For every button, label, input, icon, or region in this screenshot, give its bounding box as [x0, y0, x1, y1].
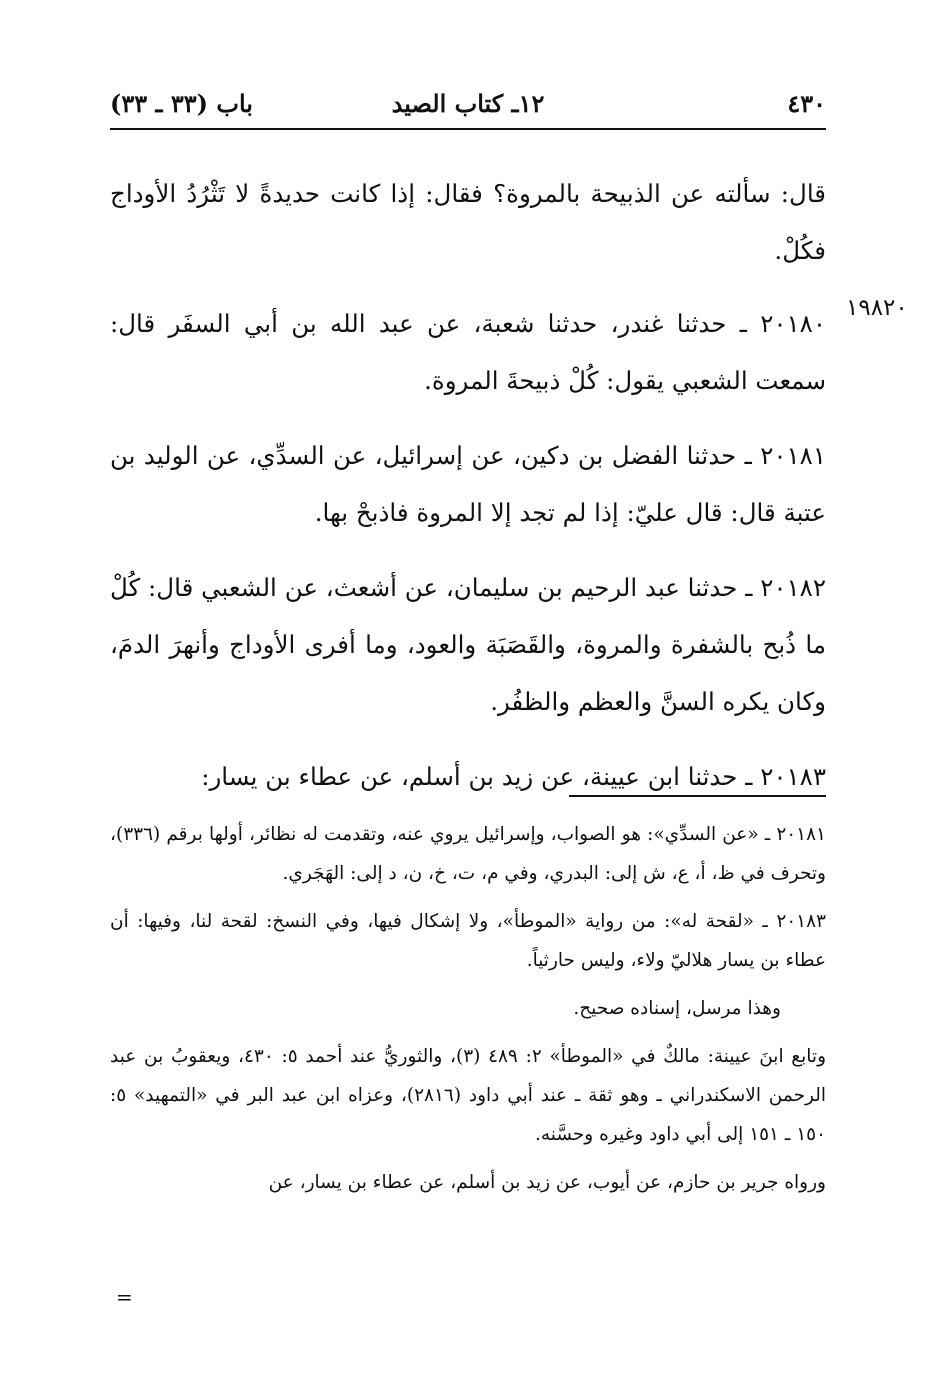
- footnote-note: وتابع ابنَ عيينة: مالكٌ في «الموطأ» ٢: ٤٨٩ (٣)، والثوريُّ عند أحمد ٥: ٤٣٠، ويعقوبُ بن عبد الرحمن الاسكندراني ـ وهو ثقة ـ عند أبي داود (٢٨١٦)، وعزاه ابن عبد البر في «التمهيد» ٥: ١٥٠ ـ ١٥١ إلى أبي داود وغيره وحسَّنه.: [110, 1046, 827, 1145]
- book-title: ١٢ـ كتاب الصيد: [391, 89, 545, 118]
- chapter-label: باب (٣٣ ـ ٣٣): [110, 89, 253, 118]
- footnote-note: وهذا مرسل، إسناده صحيح.: [573, 998, 781, 1019]
- footnote-20181: ٢٠١٨١ ـ «عن السدِّي»: هو الصواب، وإسرائيل يروي عنه، وتقدمت له نظائر، أولها برقم (٣٣٦)، وتحرف في ظ، أ، ع، ش إلى: البدري، وفي م، ت، خ، ن، د إلى: الهَجَري.: [110, 824, 826, 884]
- margin-number: ١٩٨٢٠: [846, 295, 908, 321]
- header-rule: [110, 128, 826, 130]
- hadith-20180: ٢٠١٨٠ ـ حدثنا غندر، حدثنا شعبة، عن عبد الله بن أبي السفَر قال: سمعت الشعبي يقول: كُلْ ذبيحةَ المروة.: [110, 309, 826, 395]
- running-header: [110, 86, 826, 126]
- footnote-note: ورواه جرير بن حازم، عن أيوب، عن زيد بن أسلم، عن عطاء بن يسار، عن: [268, 1172, 826, 1193]
- hadith-20181: ٢٠١٨١ ـ حدثنا الفضل بن دكين، عن إسرائيل، عن السدِّي، عن الوليد بن عتبة قال: قال عليّ: إذا لم تجد إلا المروة فاذبحْ بها.: [110, 441, 826, 527]
- hadith-20183: ٢٠١٨٣ ـ حدثنا ابن عيينة، عن زيد بن أسلم، عن عطاء بن يسار:: [201, 762, 826, 791]
- hadith-20182: ٢٠١٨٢ ـ حدثنا عبد الرحيم بن سليمان، عن أشعث، عن الشعبي قال: كُلْ ما ذُبح بالشفرة والمروة، والقَصَبَة والعود، وما أفرى الأوداج وأنهرَ الدمَ، وكان يكره السنَّ والعظم والظفُر.: [110, 573, 826, 716]
- footnote-20183: ٢٠١٨٣ ـ «لقحة له»: من رواية «الموطأ»، ولا إشكال فيها، وفي النسخ: لقحة لنا، وفيها: أن عطاء بن يسار هلاليّ ولاء، وليس حارثياً.: [110, 911, 826, 971]
- main-text: [110, 165, 826, 823]
- page-number: ٤٣٠: [787, 89, 826, 118]
- paragraph: قال: سألته عن الذبيحة بالمروة؟ فقال: إذا كانت حديدةً لا تَثْرُدُ الأوداج فكُلْ.: [110, 179, 826, 265]
- continuation-mark: =: [116, 1285, 133, 1309]
- footnotes: [110, 815, 826, 1211]
- footnote-separator: [569, 795, 826, 797]
